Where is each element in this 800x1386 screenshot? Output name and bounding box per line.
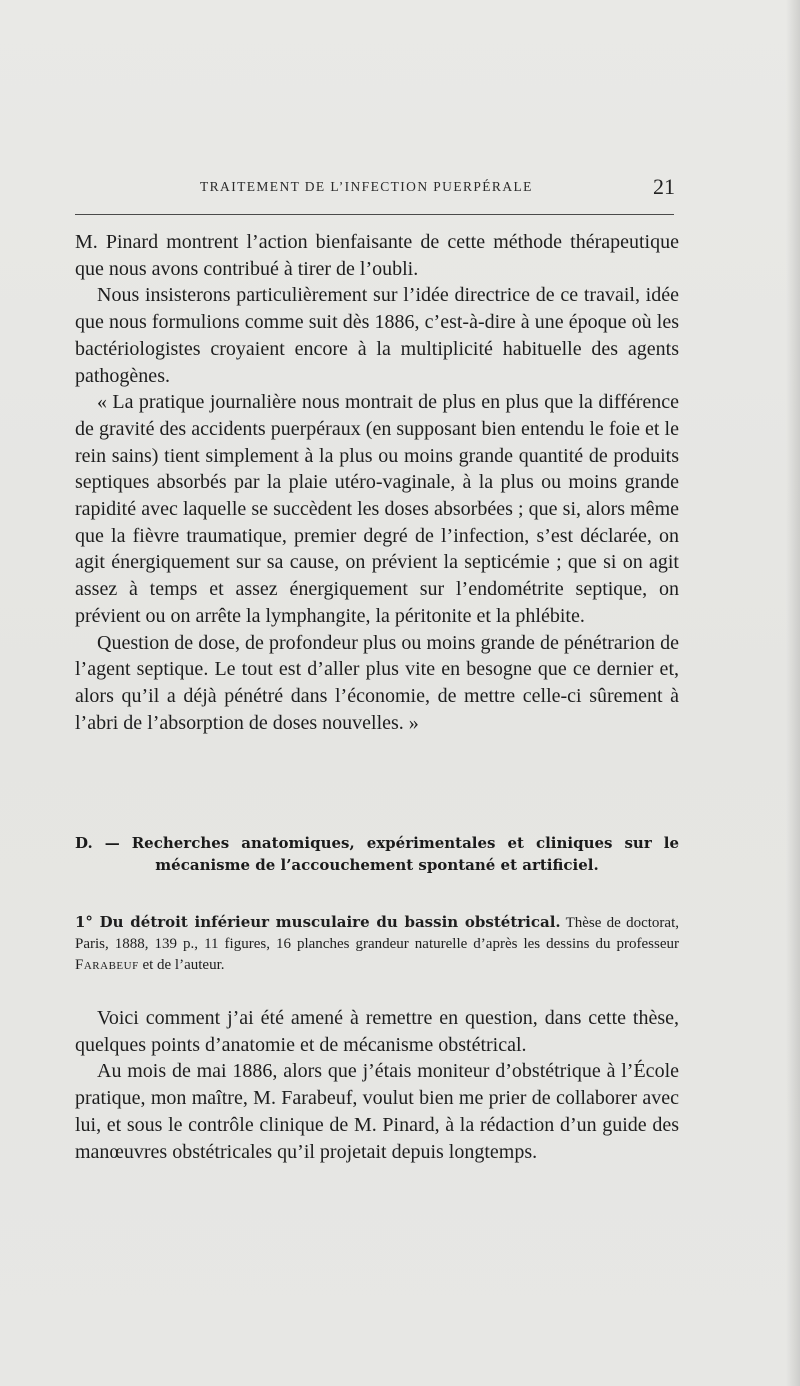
paragraph: Nous insisterons particulièrement sur l’idée directrice de ce travail, idée que nous formulions comme suit dès 1886, c’est-à-dire à une époque où les bactériologistes croyaient encore à la multiplicité habituelle des agents pathogènes.: [75, 284, 679, 387]
page-number: 21: [653, 174, 675, 199]
paragraph-quote: « La pratique journalière nous montrait de plus en plus que la différence de gravité des accidents puerpéraux (en supposant bien entendu le foie et le rein sains) tient simplement à la plus ou moins grande quantité de produits septiques absorbés par la plaie utéro-vaginale, à la plus ou moins grande rapidité avec laquelle se succèdent les doses absorbées ; que si, alors même que la fièvre traumatique, premier degré de l’infection, s’est déclarée, on agit énergiquement sur sa cause, on prévient la septicémie ; que si on agit assez à temps et assez énergiquement sur l’endométrite septique, on prévient ou on arrête la lymphangite, la péritonite et la phlébite.: [75, 391, 679, 627]
bibliographic-citation: [75, 912, 679, 976]
section-heading-line-1: D. — Recherches anatomiques, expérimentales et cliniques sur le: [75, 834, 679, 852]
citation-title: 1° Du détroit inférieur musculaire du bassin obstétrical.: [75, 913, 561, 931]
citation-details-end: et de l’auteur.: [142, 957, 225, 973]
paragraph: M. Pinard montrent l’action bienfaisante de cette méthode thérapeutique que nous avons contribué à tirer de l’oubli.: [75, 231, 679, 280]
page-edge-shadow: [786, 0, 800, 1386]
citation-author-name: Farabeuf: [75, 957, 139, 973]
paragraph: Voici comment j’ai été amené à remettre en question, dans cette thèse, quelques points d’anatomie et de mécanisme obstétrical.: [75, 1007, 679, 1056]
running-header: [75, 176, 675, 206]
header-rule: [75, 214, 674, 215]
body-text-top: [75, 229, 679, 736]
running-title: TRAITEMENT DE L’INFECTION PUERPÉRALE: [200, 179, 533, 194]
section-heading: [75, 832, 679, 876]
paragraph: Au mois de mai 1886, alors que j’étais moniteur d’obstétrique à l’École pratique, mon maître, M. Farabeuf, voulut bien me prier de collaborer avec lui, et sous le contrôle clinique de M. Pinard, à la rédaction d’un guide des manœuvres obstétricales qu’il projetait depuis longtemps.: [75, 1060, 679, 1163]
citation-details: Thèse de doctorat, Paris, 1888, 139 p., 11 figures, 16 planches grandeur naturelle d’après les dessins du professeur: [75, 915, 679, 952]
body-text-bottom: [75, 1005, 679, 1165]
paragraph-quote: Question de dose, de profondeur plus ou moins grande de pénétrarion de l’agent septique. Le tout est d’aller plus vite en besogne que ce dernier et, alors qu’il a déjà pénétré dans l’économie, de mettre celle-ci sûrement à l’abri de l’absorption de doses nouvelles. »: [75, 631, 679, 734]
section-heading-line-2: mécanisme de l’accouchement spontané et artificiel.: [155, 856, 599, 874]
